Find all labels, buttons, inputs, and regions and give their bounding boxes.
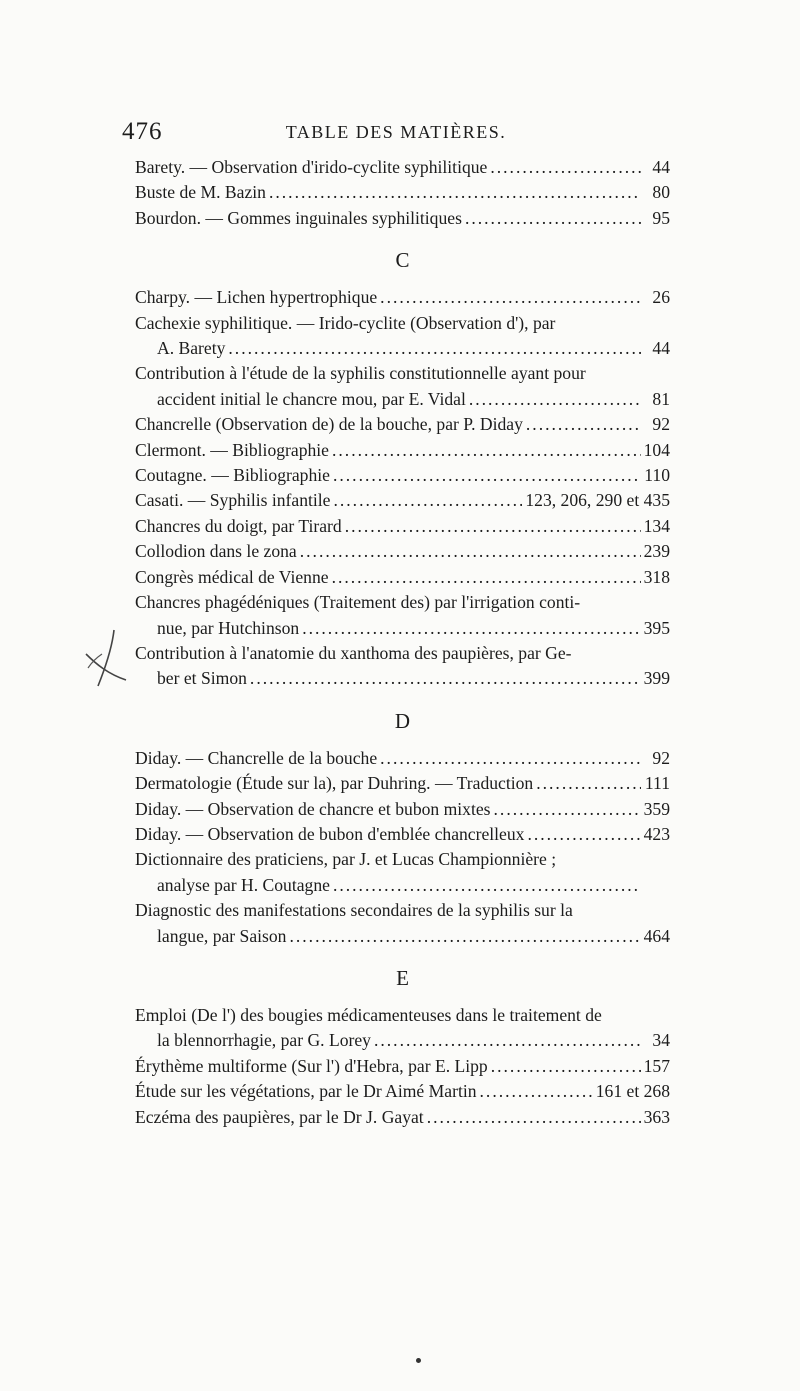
entry-text: Érythème multiforme (Sur l') d'Hebra, par E. Lipp (135, 1055, 488, 1076)
page-reference: 80 (652, 182, 670, 203)
index-entry (135, 1003, 670, 1054)
dot-leader (490, 155, 641, 180)
page-reference: 363 (643, 1106, 670, 1127)
page-reference: 92 (652, 414, 670, 435)
section-letter: D (394, 708, 411, 733)
page-reference: 44 (652, 338, 670, 359)
entry-text: Collodion dans le zona (135, 541, 297, 562)
entry-text: Cachexie syphilitique. — Irido-cyclite (Observation d'), par (135, 312, 556, 333)
page-reference: 44 (652, 157, 670, 177)
index-entry (135, 847, 670, 898)
dot-leader (333, 488, 522, 513)
index-entry (135, 771, 670, 796)
index-entry (135, 514, 670, 539)
page-reference: 239 (643, 541, 670, 562)
index-entry (135, 565, 670, 590)
entry-text: Charpy. — Lichen hypertrophique (135, 287, 378, 308)
page-header (122, 118, 670, 148)
dot-leader (333, 463, 641, 488)
index-entry (135, 463, 670, 488)
dot-leader (302, 616, 640, 641)
entry-text: Barety. — Observation d'irido-cyclite syphilitique (135, 157, 488, 177)
bottom-dot (416, 1358, 421, 1363)
page-reference: 161 et 268 (595, 1081, 670, 1102)
section-letter: E (396, 965, 409, 990)
index-entry (135, 488, 670, 513)
entry-text: Chancres phagédéniques (Traitement des) par l'irrigation conti- (135, 592, 581, 613)
entry-text: Diday. — Observation de chancre et bubon mixtes (135, 798, 491, 819)
page-reference: 318 (643, 566, 670, 587)
dot-leader (380, 285, 641, 310)
dot-leader (465, 206, 641, 231)
index-entry (135, 206, 670, 231)
handwritten-cross-mark (82, 628, 132, 688)
entry-text: Étude sur les végétations, par le Dr Aimé Martin (135, 1081, 477, 1102)
page-reference: 111 (644, 773, 670, 794)
index-entry (135, 311, 670, 362)
entry-text: accident initial le chancre mou, par E. Vidal (157, 388, 466, 409)
dot-leader (332, 438, 641, 463)
entry-text: Clermont. — Bibliographie (135, 439, 329, 460)
page-reference: 464 (643, 925, 670, 946)
index-entry (135, 180, 670, 205)
entry-text: Contribution à l'étude de la syphilis constitutionnelle ayant pour (135, 363, 586, 384)
page-reference: 134 (643, 515, 670, 536)
entry-text: Diagnostic des manifestations secondaires de la syphilis sur la (135, 900, 573, 921)
dot-leader (345, 514, 641, 539)
page-reference: 92 (652, 747, 670, 768)
index-entry (135, 898, 670, 949)
index-entry (135, 1054, 670, 1079)
index-entry (135, 1079, 670, 1104)
page-reference: 395 (643, 617, 670, 638)
entry-text: Congrès médical de Vienne (135, 566, 329, 587)
index-entry (135, 746, 670, 771)
dot-leader (427, 1105, 641, 1130)
index-entry (135, 797, 670, 822)
page-reference: 157 (643, 1055, 670, 1076)
entry-text: la blennorrhagie, par G. Lorey (157, 1030, 371, 1051)
entry-text: Emploi (De l') des bougies médicamenteuses dans le traitement de (135, 1004, 602, 1025)
dot-leader (480, 1079, 593, 1104)
entry-text: Diday. — Chancrelle de la bouche (135, 747, 378, 768)
index-entry (135, 822, 670, 847)
entry-text: langue, par Saison (157, 925, 287, 946)
index-entry (135, 155, 670, 180)
index-entry (135, 1105, 670, 1130)
dot-leader (300, 539, 641, 564)
index-entry (135, 438, 670, 463)
page-reference: 95 (652, 207, 670, 228)
index-entry (135, 412, 670, 437)
running-title: TABLE DES MATIÈRES. (285, 122, 507, 142)
page-reference: 110 (644, 465, 670, 486)
index-entry (135, 590, 670, 641)
dot-leader (228, 336, 641, 361)
page-reference: 399 (643, 668, 670, 689)
entry-text: Diday. — Observation de bubon d'emblée chancrelleux (135, 823, 525, 844)
dot-leader (491, 1054, 641, 1079)
page-reference: 123, 206, 290 et 435 (525, 490, 670, 511)
dot-leader (250, 666, 641, 691)
dot-leader (332, 565, 641, 590)
dot-leader (526, 412, 641, 437)
dot-leader (494, 797, 641, 822)
section-letter: C (395, 248, 410, 273)
dot-leader (536, 771, 641, 796)
entry-text: ber et Simon (157, 668, 247, 689)
dot-leader (469, 387, 641, 412)
dot-leader (527, 822, 640, 847)
page-reference: 423 (643, 823, 670, 844)
entry-text: Coutagne. — Bibliographie (135, 465, 330, 486)
entry-text: Bourdon. — Gommes inguinales syphilitiques (135, 207, 462, 228)
page-reference: 34 (652, 1030, 670, 1051)
entry-text: Dictionnaire des praticiens, par J. et Lucas Championnière ; (135, 849, 557, 870)
entry-text: Eczéma des paupières, par le Dr J. Gayat (135, 1106, 424, 1127)
index-entry (135, 539, 670, 564)
entry-text: Chancrelle (Observation de) de la bouche, par P. Diday (135, 414, 523, 435)
index-entries (135, 155, 670, 1130)
page-reference: 104 (643, 439, 670, 460)
dot-leader (333, 873, 641, 898)
index-entry (135, 641, 670, 692)
dot-leader (269, 180, 641, 205)
entry-text: analyse par H. Coutagne (157, 874, 330, 895)
entry-text: Buste de M. Bazin (135, 182, 266, 203)
page-reference: 359 (643, 798, 670, 819)
page-reference: 26 (652, 287, 670, 308)
page-reference: 81 (652, 388, 670, 409)
index-entry (135, 285, 670, 310)
dot-leader (380, 746, 641, 771)
entry-text: A. Barety (157, 338, 226, 359)
page-number: 476 (122, 118, 163, 145)
entry-text: Casati. — Syphilis infantile (135, 490, 331, 511)
index-entry (135, 361, 670, 412)
entry-text: nue, par Hutchinson (157, 617, 300, 638)
entry-text: Contribution à l'anatomie du xanthoma des paupières, par Ge- (135, 642, 572, 663)
dot-leader (374, 1028, 641, 1053)
entry-text: Dermatologie (Étude sur la), par Duhring. — Traduction (135, 773, 534, 794)
entry-text: Chancres du doigt, par Tirard (135, 515, 342, 536)
dot-leader (289, 924, 640, 949)
